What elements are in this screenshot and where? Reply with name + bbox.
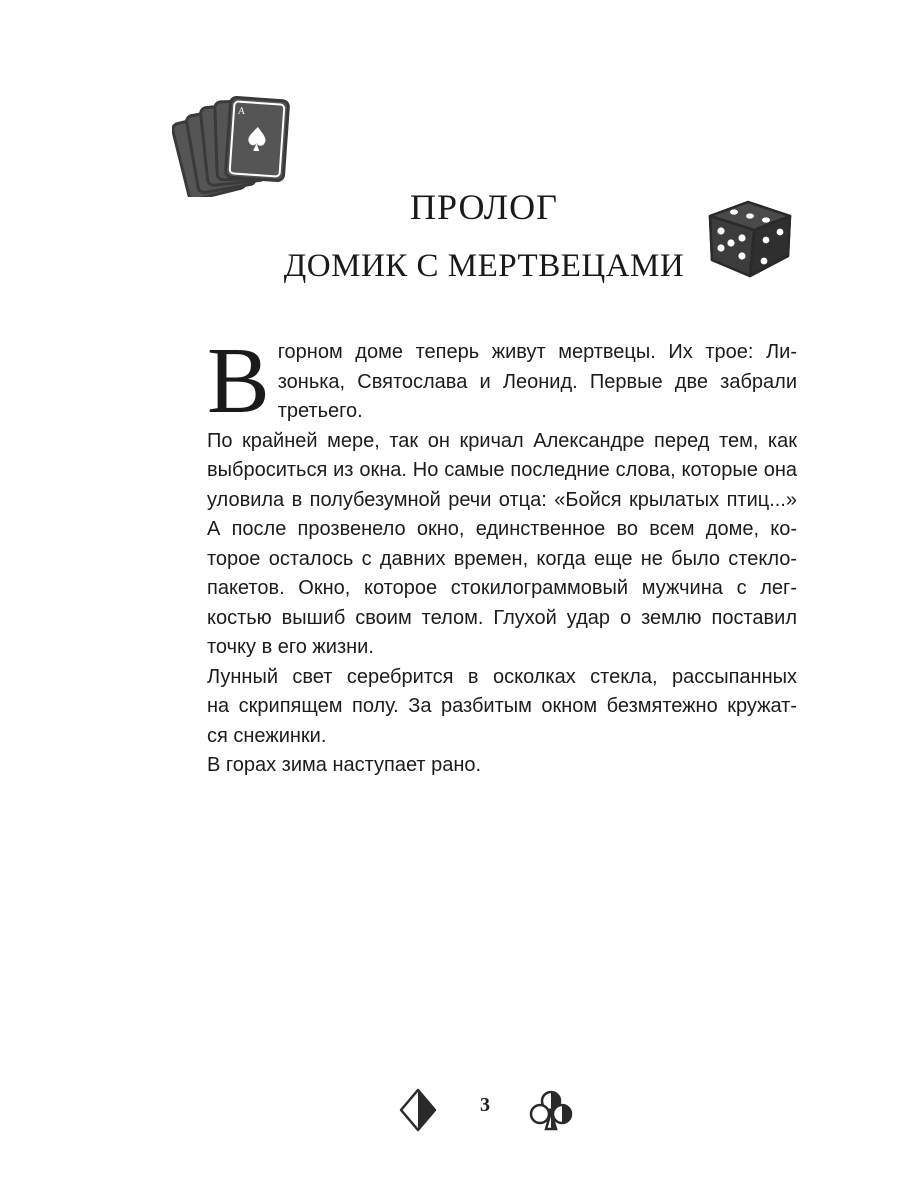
paragraph bbox=[207, 515, 797, 663]
text-line: пакетов. Окно, которое стокилограммовый мужчина с лег- bbox=[207, 577, 797, 599]
text-line: В горах зима наступает рано. bbox=[207, 754, 482, 776]
text-line: ся снежинки. bbox=[207, 724, 327, 747]
paragraph bbox=[207, 751, 797, 781]
paragraph bbox=[207, 427, 797, 516]
text-line: По крайней мере, так он кричал Александре перед тем, как bbox=[207, 429, 797, 452]
text-line: торое осталось с давних времен, когда еще не было стекло- bbox=[207, 547, 797, 570]
chapter-subtitle: ДОМИК С МЕРТВЕЦАМИ bbox=[283, 248, 685, 284]
chapter-title: ПРОЛОГ bbox=[410, 187, 558, 227]
text-line: А после прозвенело окно, единственное во всем доме, ко- bbox=[207, 518, 797, 540]
text-line: костью вышиб своим телом. Глухой удар о землю поставил bbox=[207, 606, 797, 629]
svg-text:A: A bbox=[237, 105, 246, 118]
drop-cap: В bbox=[207, 329, 270, 433]
text-line: Лунный свет серебрится в осколках стекла, рассыпанных bbox=[207, 665, 797, 688]
page-number: 3 bbox=[480, 1094, 490, 1116]
text-line: выброситься из окна. Но самые последние слова, которые она bbox=[207, 459, 797, 481]
chapter-body bbox=[207, 329, 797, 781]
paragraph bbox=[207, 663, 797, 752]
text-line: точку в его жизни. bbox=[207, 636, 374, 658]
playing-cards-icon bbox=[172, 95, 290, 197]
text-line: зонька, Святослава и Леонид. Первые две забрали bbox=[277, 370, 797, 393]
club-icon bbox=[528, 1088, 574, 1132]
text-line: на скрипящем полу. За разбитым окном безмятежно кружат- bbox=[207, 695, 797, 717]
text-line: уловила в полубезумной речи отца: «Бойся крылатых птиц...» bbox=[207, 488, 797, 511]
paragraph bbox=[207, 329, 797, 433]
diamond-icon bbox=[398, 1088, 438, 1132]
text-line: третьего. bbox=[277, 400, 363, 422]
text-line: горном доме теперь живут мертвецы. Их трое: Ли- bbox=[277, 341, 797, 363]
